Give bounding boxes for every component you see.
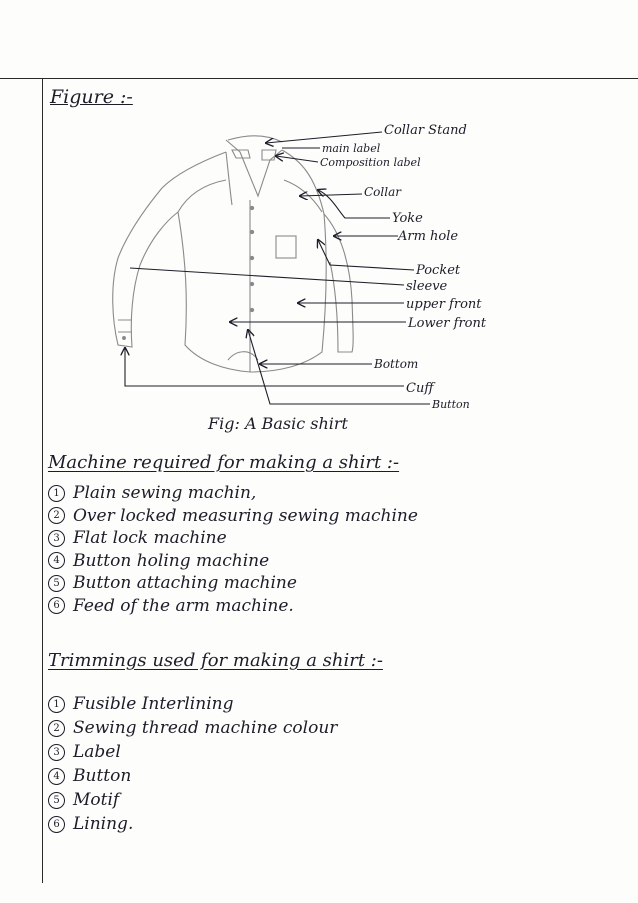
item-number: 4 xyxy=(48,768,65,785)
shirt-sketch xyxy=(113,136,353,372)
list-item xyxy=(48,505,418,528)
trimmings-heading: Trimmings used for making a shirt :- xyxy=(48,650,383,671)
item-number: 2 xyxy=(48,507,65,524)
list-item xyxy=(48,716,337,740)
item-text: Motif xyxy=(73,790,120,810)
item-text: Plain sewing machin, xyxy=(73,483,257,503)
label-main-label: main label xyxy=(322,142,381,155)
item-text: Button holing machine xyxy=(73,550,270,571)
list-item xyxy=(48,692,337,716)
item-text: Over locked measuring sewing machine xyxy=(73,505,418,526)
label-pocket: Pocket xyxy=(416,263,461,278)
item-text: Button xyxy=(73,766,132,786)
label-yoke: Yoke xyxy=(392,211,423,226)
label-sleeve: sleeve xyxy=(406,279,448,294)
item-text: Button attaching machine xyxy=(73,573,297,593)
label-lower-front: Lower front xyxy=(408,316,487,331)
trimmings-list xyxy=(48,692,337,836)
item-number: 5 xyxy=(48,575,65,592)
list-item xyxy=(48,812,337,836)
shirt-diagram xyxy=(0,0,638,440)
item-number: 4 xyxy=(48,552,65,569)
figure-heading: Figure :- xyxy=(50,86,133,108)
item-text: Sewing thread machine colour xyxy=(73,718,338,738)
label-bottom: Bottom xyxy=(374,357,419,371)
list-item xyxy=(48,595,418,618)
figure-caption: Fig: A Basic shirt xyxy=(208,414,348,433)
item-text: Flat lock machine xyxy=(73,528,227,548)
item-number: 3 xyxy=(48,744,65,761)
label-composition-label: Composition label xyxy=(320,156,421,169)
label-collar-stand: Collar Stand xyxy=(384,123,467,138)
item-number: 6 xyxy=(48,816,65,833)
list-item xyxy=(48,482,418,505)
machines-list xyxy=(48,482,418,617)
list-item xyxy=(48,527,418,550)
item-number: 1 xyxy=(48,485,65,502)
label-cuff: Cuff xyxy=(406,381,434,396)
item-number: 2 xyxy=(48,720,65,737)
list-item xyxy=(48,572,418,595)
list-item xyxy=(48,550,418,573)
label-button: Button xyxy=(432,398,470,411)
item-number: 6 xyxy=(48,597,65,614)
label-upper-front: upper front xyxy=(406,297,482,312)
item-text: Fusible Interlining xyxy=(73,694,234,714)
item-text: Feed of the arm machine. xyxy=(73,595,294,616)
item-text: Lining. xyxy=(73,814,134,834)
list-item xyxy=(48,788,337,812)
machines-heading: Machine required for making a shirt :- xyxy=(48,452,400,473)
label-collar: Collar xyxy=(364,185,401,199)
item-number: 1 xyxy=(48,696,65,713)
label-arm-hole: Arm hole xyxy=(398,229,459,244)
list-item xyxy=(48,740,337,764)
list-item xyxy=(48,764,337,788)
item-number: 5 xyxy=(48,792,65,809)
item-text: Label xyxy=(73,742,121,762)
item-number: 3 xyxy=(48,530,65,547)
